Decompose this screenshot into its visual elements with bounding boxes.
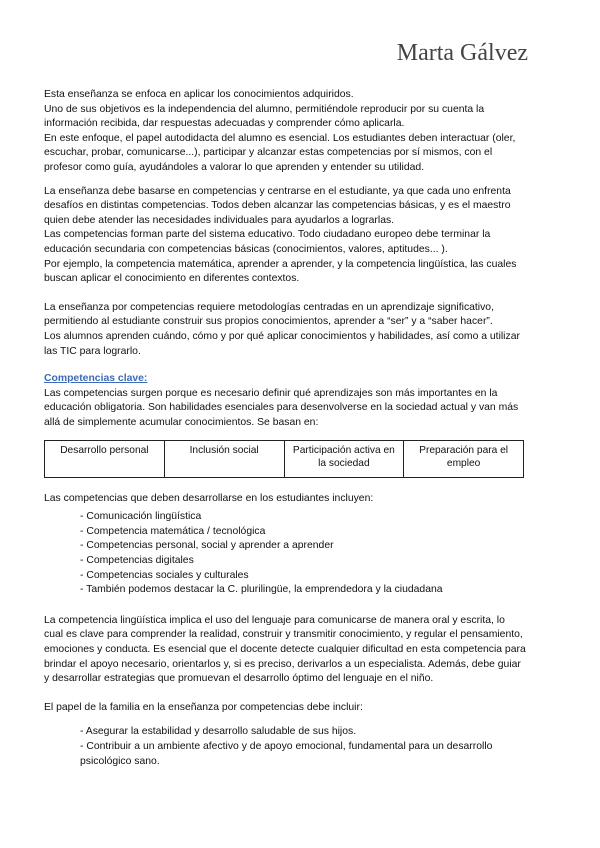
familia-list [44,725,530,769]
paragraph-familia: El papel de la familia en la enseñanza por competencias debe incluir: [44,701,363,713]
table-cell: Inclusión social [164,441,284,477]
table-row [45,441,524,477]
text-line: desafíos en distintas competencias. Todos deben alcanzar las competencias básicas, y es el maestro [44,200,511,212]
list-item: - Asegurar la estabilidad y desarrollo saludable de sus hijos. [80,726,357,738]
author-name: Marta Gálvez [396,40,528,66]
text-line: La enseñanza debe basarse en competencias y centrarse en el estudiante, ya que cada uno enfrenta [44,185,511,197]
competencias-table [44,440,524,477]
paragraph-competencia-linguistica [44,614,564,687]
text-line: Uno de sus objetivos es la independencia del alumno, permitiéndole reproducir por su cuenta la [44,103,485,115]
document-body [44,88,564,781]
list-item: - Competencias personal, social y aprender a aprender [80,540,334,552]
list-item: - También podemos destacar la C. plurilingüe, la emprendedora y la ciudadana [80,584,443,596]
text-line: profesor como guía, ayudándoles a valorar lo que aprenden y entender su utilidad. [44,161,425,173]
paragraph-intro [44,88,564,176]
paragraph-competencias-basicas [44,185,564,287]
text-line: En este enfoque, el papel autodidacta del alumno es esencial. Los estudiantes deben interactuar (oler, [44,132,516,144]
text-line: buscan aplicar el conocimiento en diferentes contextos. [44,273,300,285]
paragraph-list-intro: Las competencias que deben desarrollarse en los estudiantes incluyen: [44,492,374,504]
text-line: brindar el apoyo necesario, orientarlos y, si es preciso, derivarlos a un especialista. Además, debe guiar [44,658,521,670]
list-item: - Competencias sociales y culturales [80,569,249,581]
text-line: educación secundaria con competencias básicas (conocimientos, valores, aptitudes... ). [44,243,448,255]
text-line: Los alumnos aprenden cuándo, cómo y por qué aplicar conocimientos y habilidades, así como a utilizar [44,330,520,342]
list-item: - Competencias digitales [80,555,194,567]
text-line: La enseñanza por competencias requiere metodologías centradas en un aprendizaje significativo, [44,301,494,313]
text-line: emociones y conducta. Es esencial que el docente detecte cualquier dificultad en esta competencia para [44,644,526,655]
text-line: educación obligatoria. Son habilidades esenciales para desenvolverse en la sociedad actual y van más [44,402,519,414]
list-item: - Comunicación lingüística [80,511,202,523]
text-line: información recibida, dar respuestas adecuadas y comprender cómo aplicarla. [44,118,405,130]
competencias-list [44,510,564,598]
list-item: - Contribuir a un ambiente afectivo y de apoyo emocional, fundamental para un desarrollo psicológico sano. [80,740,493,767]
text-line: cual es clave para comprender la realidad, construir y transmitir conocimiento, y regular el pensamiento, [44,629,523,641]
text-line: Las competencias surgen porque es necesario definir qué aprendizajes son más importantes en la [44,387,498,399]
paragraph-competencias-clave [44,387,564,431]
text-line: Esta enseñanza se enfoca en aplicar los conocimientos adquiridos. [44,89,354,100]
text-line: y desarrollar estrategias que promuevan el desarrollo óptimo del lenguaje en el niño. [44,673,434,685]
text-line: Las competencias forman parte del sistema educativo. Todo ciudadano europeo debe terminar la [44,229,491,241]
text-line: allá de simplemente acumular conocimientos. Se basan en: [44,416,319,428]
text-line: las TIC para lograrlo. [44,345,141,357]
text-line: escuchar, probar, comunicarse...), participar y alcanzar estas competencias por sí mismos, con el [44,147,493,159]
table-cell: Participación activa en la sociedad [284,441,404,477]
list-item: - Competencia matemática / tecnológica [80,525,266,537]
text-line: quien debe atender las necesidades individuales para ayudarlos a lograrlas. [44,214,395,226]
table-cell: Preparación para el empleo [404,441,524,477]
paragraph-metodologias [44,301,564,359]
text-line: La competencia lingüística implica el uso del lenguaje para comunicarse de manera oral y escrita, lo [44,614,505,626]
text-line: permitiendo al estudiante construir sus propios conocimientos, aprender a “ser” y a “saber hacer”. [44,316,493,328]
table-cell: Desarrollo personal [45,441,165,477]
text-line: Por ejemplo, la competencia matemática, aprender a aprender, y la competencia lingüística, las cuales [44,258,517,270]
section-heading-competencias-clave: Competencias clave: [44,373,148,385]
